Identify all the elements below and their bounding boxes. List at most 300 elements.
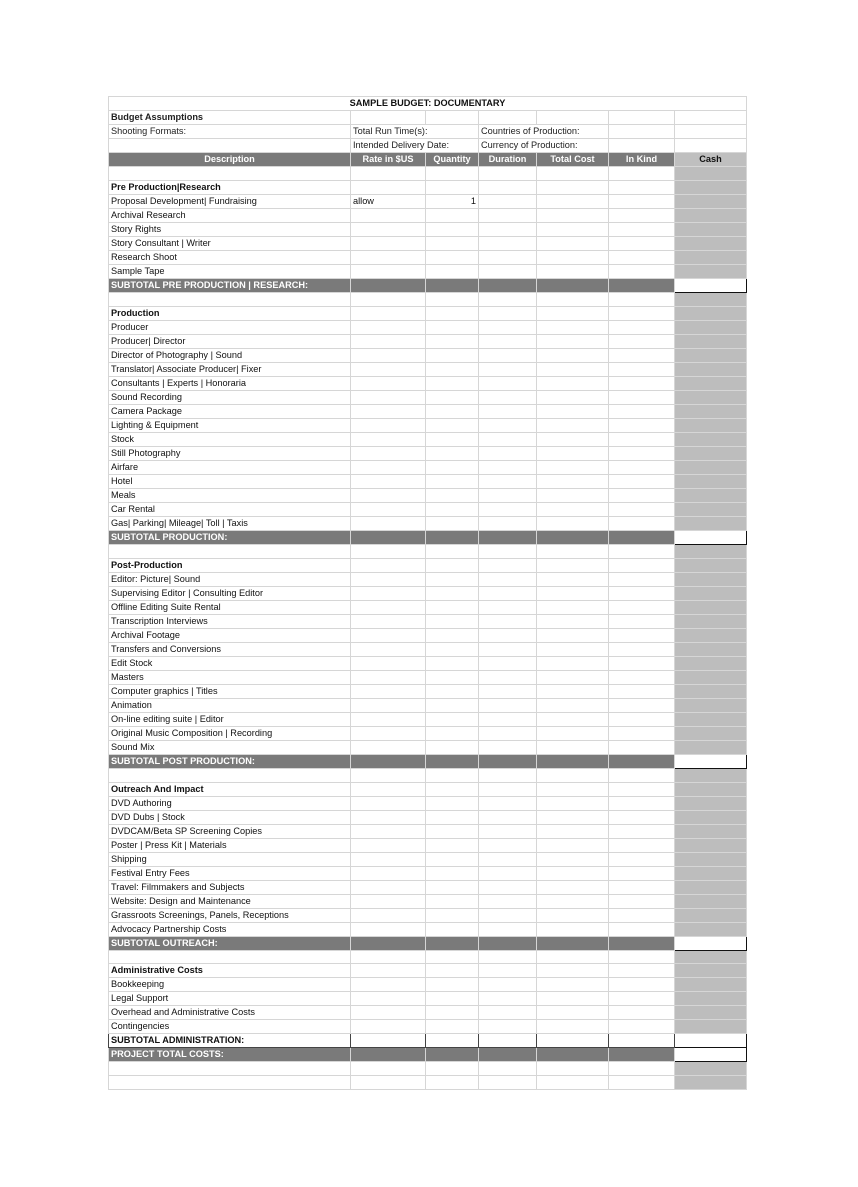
rate-cell[interactable] <box>351 894 426 908</box>
quantity-cell[interactable] <box>426 656 479 670</box>
quantity-cell[interactable] <box>426 908 479 922</box>
total-cost-cell[interactable] <box>537 628 609 642</box>
quantity-cell[interactable] <box>426 558 479 572</box>
duration-cell[interactable] <box>479 516 537 530</box>
rate-cell[interactable] <box>351 992 426 1006</box>
quantity-cell[interactable] <box>426 712 479 726</box>
quantity-cell[interactable] <box>426 180 479 194</box>
in-kind-cell[interactable] <box>609 698 675 712</box>
total-cost-cell[interactable] <box>537 1062 609 1076</box>
desc-cell[interactable] <box>109 1076 351 1090</box>
quantity-cell[interactable] <box>426 964 479 978</box>
cash-cell[interactable] <box>675 390 747 404</box>
cash-cell[interactable] <box>675 880 747 894</box>
desc-cell[interactable] <box>109 950 351 964</box>
total-cost-cell[interactable] <box>537 670 609 684</box>
total-cost-cell[interactable] <box>537 404 609 418</box>
in-kind-cell[interactable] <box>609 167 675 181</box>
quantity-cell[interactable] <box>426 838 479 852</box>
in-kind-cell[interactable] <box>609 950 675 964</box>
total-cost-cell[interactable] <box>537 222 609 236</box>
in-kind-cell[interactable] <box>609 796 675 810</box>
in-kind-cell[interactable] <box>609 306 675 320</box>
duration-cell[interactable] <box>479 376 537 390</box>
quantity-cell[interactable] <box>426 250 479 264</box>
rate-cell[interactable] <box>351 502 426 516</box>
cash-cell[interactable] <box>675 978 747 992</box>
cash-cell[interactable] <box>675 908 747 922</box>
rate-cell[interactable] <box>351 460 426 474</box>
total-cost-cell[interactable] <box>537 642 609 656</box>
duration-cell[interactable] <box>479 474 537 488</box>
rate-cell[interactable] <box>351 782 426 796</box>
duration-cell[interactable] <box>479 180 537 194</box>
in-kind-cell[interactable] <box>609 208 675 222</box>
in-kind-cell[interactable] <box>609 922 675 936</box>
cash-cell[interactable] <box>675 320 747 334</box>
duration-cell[interactable] <box>479 1076 537 1090</box>
in-kind-cell[interactable] <box>609 600 675 614</box>
total-cost-cell[interactable] <box>537 348 609 362</box>
total-cost-cell[interactable] <box>537 894 609 908</box>
in-kind-cell[interactable] <box>609 768 675 782</box>
rate-cell[interactable] <box>351 880 426 894</box>
duration-cell[interactable] <box>479 726 537 740</box>
quantity-cell[interactable] <box>426 726 479 740</box>
desc-cell[interactable] <box>109 292 351 306</box>
duration-cell[interactable] <box>479 334 537 348</box>
cash-cell[interactable] <box>675 866 747 880</box>
duration-cell[interactable] <box>479 460 537 474</box>
rate-cell[interactable] <box>351 838 426 852</box>
quantity-cell[interactable]: 1 <box>426 194 479 208</box>
quantity-cell[interactable] <box>426 852 479 866</box>
in-kind-cell[interactable] <box>609 390 675 404</box>
rate-cell[interactable] <box>351 306 426 320</box>
cash-cell[interactable] <box>675 544 747 558</box>
cash-cell[interactable] <box>675 712 747 726</box>
in-kind-cell[interactable] <box>609 222 675 236</box>
quantity-cell[interactable] <box>426 782 479 796</box>
in-kind-cell[interactable] <box>609 320 675 334</box>
duration-cell[interactable] <box>479 306 537 320</box>
cash-cell[interactable] <box>675 950 747 964</box>
total-cost-cell[interactable] <box>537 908 609 922</box>
cash-cell[interactable] <box>675 922 747 936</box>
cash-cell[interactable] <box>675 404 747 418</box>
cash-cell[interactable] <box>675 208 747 222</box>
cash-cell[interactable] <box>675 796 747 810</box>
cash-cell[interactable] <box>675 614 747 628</box>
cash-cell[interactable] <box>675 1062 747 1076</box>
rate-cell[interactable] <box>351 334 426 348</box>
quantity-cell[interactable] <box>426 894 479 908</box>
total-cost-cell[interactable] <box>537 236 609 250</box>
in-kind-cell[interactable] <box>609 670 675 684</box>
duration-cell[interactable] <box>479 586 537 600</box>
rate-cell[interactable] <box>351 348 426 362</box>
quantity-cell[interactable] <box>426 362 479 376</box>
cash-cell[interactable] <box>675 236 747 250</box>
in-kind-cell[interactable] <box>609 446 675 460</box>
quantity-cell[interactable] <box>426 292 479 306</box>
duration-cell[interactable] <box>479 866 537 880</box>
cash-cell[interactable] <box>675 852 747 866</box>
duration-cell[interactable] <box>479 614 537 628</box>
duration-cell[interactable] <box>479 978 537 992</box>
rate-cell[interactable] <box>351 1076 426 1090</box>
duration-cell[interactable] <box>479 684 537 698</box>
in-kind-cell[interactable] <box>609 838 675 852</box>
duration-cell[interactable] <box>479 222 537 236</box>
quantity-cell[interactable] <box>426 418 479 432</box>
quantity-cell[interactable] <box>426 628 479 642</box>
quantity-cell[interactable] <box>426 474 479 488</box>
total-cost-cell[interactable] <box>537 334 609 348</box>
cash-cell[interactable] <box>675 824 747 838</box>
total-cost-cell[interactable] <box>537 446 609 460</box>
cash-cell[interactable] <box>675 964 747 978</box>
total-cost-cell[interactable] <box>537 810 609 824</box>
total-cost-cell[interactable] <box>537 502 609 516</box>
in-kind-cell[interactable] <box>609 1020 675 1034</box>
quantity-cell[interactable] <box>426 320 479 334</box>
duration-cell[interactable] <box>479 264 537 278</box>
in-kind-cell[interactable] <box>609 964 675 978</box>
rate-cell[interactable] <box>351 740 426 754</box>
cash-cell[interactable] <box>675 362 747 376</box>
cash-cell[interactable] <box>675 292 747 306</box>
cash-cell[interactable] <box>675 782 747 796</box>
subtotal-cash-cell[interactable] <box>675 278 747 292</box>
cash-cell[interactable] <box>675 516 747 530</box>
quantity-cell[interactable] <box>426 1020 479 1034</box>
total-cost-cell[interactable] <box>537 726 609 740</box>
duration-cell[interactable] <box>479 418 537 432</box>
rate-cell[interactable] <box>351 488 426 502</box>
quantity-cell[interactable] <box>426 698 479 712</box>
duration-cell[interactable] <box>479 362 537 376</box>
rate-cell[interactable] <box>351 558 426 572</box>
in-kind-cell[interactable] <box>609 1006 675 1020</box>
in-kind-cell[interactable] <box>609 544 675 558</box>
total-cost-cell[interactable] <box>537 544 609 558</box>
total-cost-cell[interactable] <box>537 460 609 474</box>
cash-cell[interactable] <box>675 810 747 824</box>
quantity-cell[interactable] <box>426 236 479 250</box>
in-kind-cell[interactable] <box>609 558 675 572</box>
desc-cell[interactable] <box>109 1062 351 1076</box>
cash-cell[interactable] <box>675 502 747 516</box>
duration-cell[interactable] <box>479 502 537 516</box>
total-cost-cell[interactable] <box>537 572 609 586</box>
rate-cell[interactable] <box>351 222 426 236</box>
quantity-cell[interactable] <box>426 768 479 782</box>
total-cost-cell[interactable] <box>537 866 609 880</box>
duration-cell[interactable] <box>479 236 537 250</box>
quantity-cell[interactable] <box>426 1062 479 1076</box>
cash-cell[interactable] <box>675 264 747 278</box>
quantity-cell[interactable] <box>426 586 479 600</box>
total-cost-cell[interactable] <box>537 320 609 334</box>
quantity-cell[interactable] <box>426 614 479 628</box>
total-cost-cell[interactable] <box>537 250 609 264</box>
total-cost-cell[interactable] <box>537 432 609 446</box>
rate-cell[interactable] <box>351 810 426 824</box>
duration-cell[interactable] <box>479 167 537 181</box>
duration-cell[interactable] <box>479 782 537 796</box>
cash-cell[interactable] <box>675 684 747 698</box>
rate-cell[interactable] <box>351 404 426 418</box>
quantity-cell[interactable] <box>426 390 479 404</box>
cash-cell[interactable] <box>675 628 747 642</box>
in-kind-cell[interactable] <box>609 180 675 194</box>
quantity-cell[interactable] <box>426 222 479 236</box>
duration-cell[interactable] <box>479 250 537 264</box>
rate-cell[interactable] <box>351 642 426 656</box>
rate-cell[interactable] <box>351 656 426 670</box>
in-kind-cell[interactable] <box>609 572 675 586</box>
total-cost-cell[interactable] <box>537 600 609 614</box>
cash-cell[interactable] <box>675 1006 747 1020</box>
subtotal-cash-cell[interactable] <box>675 754 747 768</box>
total-cost-cell[interactable] <box>537 838 609 852</box>
rate-cell[interactable] <box>351 712 426 726</box>
rate-cell[interactable] <box>351 418 426 432</box>
quantity-cell[interactable] <box>426 544 479 558</box>
in-kind-cell[interactable] <box>609 656 675 670</box>
cash-cell[interactable] <box>675 432 747 446</box>
rate-cell[interactable] <box>351 908 426 922</box>
rate-cell[interactable] <box>351 978 426 992</box>
duration-cell[interactable] <box>479 642 537 656</box>
rate-cell[interactable] <box>351 628 426 642</box>
total-cost-cell[interactable] <box>537 208 609 222</box>
quantity-cell[interactable] <box>426 992 479 1006</box>
duration-cell[interactable] <box>479 838 537 852</box>
in-kind-cell[interactable] <box>609 404 675 418</box>
total-cost-cell[interactable] <box>537 586 609 600</box>
quantity-cell[interactable] <box>426 978 479 992</box>
total-cost-cell[interactable] <box>537 264 609 278</box>
total-cost-cell[interactable] <box>537 516 609 530</box>
in-kind-cell[interactable] <box>609 264 675 278</box>
cash-cell[interactable] <box>675 460 747 474</box>
duration-cell[interactable] <box>479 852 537 866</box>
quantity-cell[interactable] <box>426 670 479 684</box>
rate-cell[interactable] <box>351 264 426 278</box>
in-kind-cell[interactable] <box>609 880 675 894</box>
quantity-cell[interactable] <box>426 1006 479 1020</box>
in-kind-cell[interactable] <box>609 726 675 740</box>
quantity-cell[interactable] <box>426 880 479 894</box>
duration-cell[interactable] <box>479 810 537 824</box>
in-kind-cell[interactable] <box>609 992 675 1006</box>
duration-cell[interactable] <box>479 558 537 572</box>
duration-cell[interactable] <box>479 656 537 670</box>
in-kind-cell[interactable] <box>609 1062 675 1076</box>
in-kind-cell[interactable] <box>609 1076 675 1090</box>
duration-cell[interactable] <box>479 824 537 838</box>
duration-cell[interactable] <box>479 894 537 908</box>
quantity-cell[interactable] <box>426 600 479 614</box>
total-cost-cell[interactable] <box>537 712 609 726</box>
cash-cell[interactable] <box>675 572 747 586</box>
in-kind-cell[interactable] <box>609 712 675 726</box>
cash-cell[interactable] <box>675 488 747 502</box>
cash-cell[interactable] <box>675 334 747 348</box>
quantity-cell[interactable] <box>426 516 479 530</box>
rate-cell[interactable] <box>351 208 426 222</box>
duration-cell[interactable] <box>479 348 537 362</box>
cash-cell[interactable] <box>675 306 747 320</box>
total-cost-cell[interactable] <box>537 376 609 390</box>
rate-cell[interactable] <box>351 516 426 530</box>
rate-cell[interactable] <box>351 852 426 866</box>
in-kind-cell[interactable] <box>609 250 675 264</box>
duration-cell[interactable] <box>479 1020 537 1034</box>
in-kind-cell[interactable] <box>609 460 675 474</box>
duration-cell[interactable] <box>479 992 537 1006</box>
duration-cell[interactable] <box>479 922 537 936</box>
cash-cell[interactable] <box>675 1076 747 1090</box>
subtotal-cash-cell[interactable] <box>675 530 747 544</box>
in-kind-cell[interactable] <box>609 866 675 880</box>
cash-cell[interactable] <box>675 558 747 572</box>
cash-cell[interactable] <box>675 1020 747 1034</box>
duration-cell[interactable] <box>479 908 537 922</box>
quantity-cell[interactable] <box>426 460 479 474</box>
rate-cell[interactable] <box>351 432 426 446</box>
quantity-cell[interactable] <box>426 796 479 810</box>
duration-cell[interactable] <box>479 404 537 418</box>
rate-cell[interactable] <box>351 1062 426 1076</box>
in-kind-cell[interactable] <box>609 362 675 376</box>
rate-cell[interactable] <box>351 726 426 740</box>
duration-cell[interactable] <box>479 488 537 502</box>
total-cost-cell[interactable] <box>537 824 609 838</box>
rate-cell[interactable]: allow <box>351 194 426 208</box>
in-kind-cell[interactable] <box>609 432 675 446</box>
total-cost-cell[interactable] <box>537 390 609 404</box>
rate-cell[interactable] <box>351 180 426 194</box>
rate-cell[interactable] <box>351 684 426 698</box>
duration-cell[interactable] <box>479 320 537 334</box>
in-kind-cell[interactable] <box>609 978 675 992</box>
duration-cell[interactable] <box>479 1062 537 1076</box>
rate-cell[interactable] <box>351 796 426 810</box>
total-cost-cell[interactable] <box>537 180 609 194</box>
rate-cell[interactable] <box>351 824 426 838</box>
total-cost-cell[interactable] <box>537 167 609 181</box>
cash-cell[interactable] <box>675 740 747 754</box>
cash-cell[interactable] <box>675 418 747 432</box>
cash-cell[interactable] <box>675 167 747 181</box>
cash-cell[interactable] <box>675 670 747 684</box>
quantity-cell[interactable] <box>426 572 479 586</box>
quantity-cell[interactable] <box>426 167 479 181</box>
in-kind-cell[interactable] <box>609 782 675 796</box>
duration-cell[interactable] <box>479 1006 537 1020</box>
in-kind-cell[interactable] <box>609 418 675 432</box>
duration-cell[interactable] <box>479 768 537 782</box>
rate-cell[interactable] <box>351 1020 426 1034</box>
total-cost-cell[interactable] <box>537 306 609 320</box>
total-cost-cell[interactable] <box>537 782 609 796</box>
cash-cell[interactable] <box>675 768 747 782</box>
rate-cell[interactable] <box>351 964 426 978</box>
rate-cell[interactable] <box>351 670 426 684</box>
total-cost-cell[interactable] <box>537 614 609 628</box>
total-cost-cell[interactable] <box>537 964 609 978</box>
total-cost-cell[interactable] <box>537 474 609 488</box>
total-cost-cell[interactable] <box>537 922 609 936</box>
quantity-cell[interactable] <box>426 950 479 964</box>
total-cost-cell[interactable] <box>537 1020 609 1034</box>
rate-cell[interactable] <box>351 250 426 264</box>
cash-cell[interactable] <box>675 992 747 1006</box>
total-cost-cell[interactable] <box>537 362 609 376</box>
rate-cell[interactable] <box>351 362 426 376</box>
total-cost-cell[interactable] <box>537 194 609 208</box>
cash-cell[interactable] <box>675 348 747 362</box>
rate-cell[interactable] <box>351 1006 426 1020</box>
quantity-cell[interactable] <box>426 432 479 446</box>
cash-cell[interactable] <box>675 446 747 460</box>
rate-cell[interactable] <box>351 614 426 628</box>
in-kind-cell[interactable] <box>609 474 675 488</box>
quantity-cell[interactable] <box>426 922 479 936</box>
desc-cell[interactable] <box>109 167 351 181</box>
quantity-cell[interactable] <box>426 810 479 824</box>
quantity-cell[interactable] <box>426 488 479 502</box>
total-cost-cell[interactable] <box>537 558 609 572</box>
in-kind-cell[interactable] <box>609 810 675 824</box>
total-cost-cell[interactable] <box>537 978 609 992</box>
total-cost-cell[interactable] <box>537 1076 609 1090</box>
quantity-cell[interactable] <box>426 376 479 390</box>
subtotal-cash-cell[interactable] <box>675 1048 747 1062</box>
rate-cell[interactable] <box>351 950 426 964</box>
total-cost-cell[interactable] <box>537 992 609 1006</box>
quantity-cell[interactable] <box>426 208 479 222</box>
total-cost-cell[interactable] <box>537 1006 609 1020</box>
total-cost-cell[interactable] <box>537 684 609 698</box>
duration-cell[interactable] <box>479 544 537 558</box>
in-kind-cell[interactable] <box>609 628 675 642</box>
quantity-cell[interactable] <box>426 740 479 754</box>
quantity-cell[interactable] <box>426 404 479 418</box>
cash-cell[interactable] <box>675 656 747 670</box>
quantity-cell[interactable] <box>426 1076 479 1090</box>
total-cost-cell[interactable] <box>537 292 609 306</box>
in-kind-cell[interactable] <box>609 334 675 348</box>
rate-cell[interactable] <box>351 866 426 880</box>
duration-cell[interactable] <box>479 712 537 726</box>
duration-cell[interactable] <box>479 628 537 642</box>
subtotal-cash-cell[interactable] <box>675 936 747 950</box>
cash-cell[interactable] <box>675 474 747 488</box>
cash-cell[interactable] <box>675 894 747 908</box>
rate-cell[interactable] <box>351 544 426 558</box>
quantity-cell[interactable] <box>426 824 479 838</box>
desc-cell[interactable] <box>109 768 351 782</box>
rate-cell[interactable] <box>351 320 426 334</box>
rate-cell[interactable] <box>351 572 426 586</box>
quantity-cell[interactable] <box>426 264 479 278</box>
quantity-cell[interactable] <box>426 306 479 320</box>
desc-cell[interactable] <box>109 544 351 558</box>
